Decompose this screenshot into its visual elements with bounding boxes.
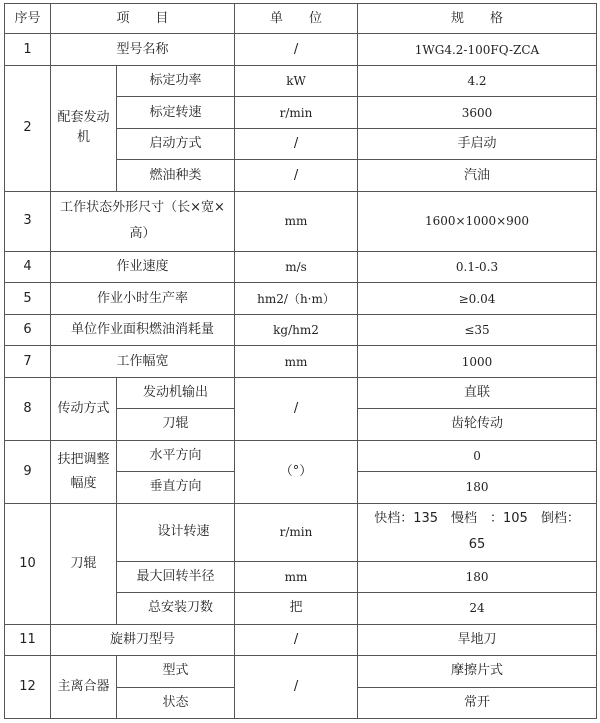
spec-value: 3600 [358,97,597,128]
sub-item-name: 燃油种类 [117,160,235,191]
spec-value: 常开 [358,687,597,718]
row-number: 11 [5,624,51,655]
item-name: 作业小时生产率 [51,283,235,314]
group-label: 主离合器 [51,656,117,719]
unit-value: / [235,656,358,719]
unit-value: r/min [235,503,358,561]
unit-value: r/min [235,97,358,128]
row-number: 6 [5,314,51,345]
table-row [5,283,597,314]
sub-item-name: 标定转速 [117,97,235,128]
table-row [5,314,597,345]
row-number: 7 [5,346,51,377]
row-number: 10 [5,503,51,624]
sub-item-name: 发动机输出 [117,377,235,408]
unit-value: 把 [235,593,358,624]
spec-value: 旱地刀 [358,624,597,655]
unit-value: / [235,160,358,191]
spec-value: 4.2 [358,65,597,96]
spec-value: 手启动 [358,128,597,159]
item-name: 工作状态外形尺寸（长×宽×高） [51,191,235,251]
row-number: 8 [5,377,51,440]
sub-item-name: 垂直方向 [117,472,235,503]
spec-value: 齿轮传动 [358,409,597,440]
table-row [5,251,597,282]
row-number: 4 [5,251,51,282]
row-number: 3 [5,191,51,251]
sub-item-name: 启动方式 [117,128,235,159]
header-row [5,4,597,34]
sub-item-name: 最大回转半径 [117,561,235,592]
header-seq: 序号 [5,4,51,34]
spec-value: 摩擦片式 [358,656,597,687]
unit-value: m/s [235,251,358,282]
unit-value: （°） [235,440,358,503]
item-name: 作业速度 [51,251,235,282]
unit-value: kg/hm2 [235,314,358,345]
unit-value: kW [235,65,358,96]
unit-value: / [235,128,358,159]
header-unit: 单 位 [235,4,358,34]
spec-value: ≤35 [358,314,597,345]
spec-table [4,3,597,719]
table-row [5,624,597,655]
spec-value: 0.1-0.3 [358,251,597,282]
group-label: 配套发动机 [51,65,117,191]
table-row [5,65,597,96]
table-row [5,346,597,377]
spec-value: 180 [358,472,597,503]
table-row [5,503,597,561]
unit-value: / [235,34,358,65]
unit-value: hm2/（h·m） [235,283,358,314]
spec-value: ≥0.04 [358,283,597,314]
table-row [5,656,597,687]
spec-value: 直联 [358,377,597,408]
spec-value: 180 [358,561,597,592]
item-name: 旋耕刀型号 [51,624,235,655]
table-row [5,440,597,471]
spec-value: 24 [358,593,597,624]
sub-item-name: 标定功率 [117,65,235,96]
unit-value: mm [235,191,358,251]
sub-item-name: 设计转速 [117,503,235,561]
sub-item-name: 水平方向 [117,440,235,471]
header-item: 项 目 [51,4,235,34]
spec-value: 1600×1000×900 [358,191,597,251]
sub-item-name: 刀辊 [117,409,235,440]
sub-item-name: 总安装刀数 [117,593,235,624]
item-name: 工作幅宽 [51,346,235,377]
row-number: 1 [5,34,51,65]
sub-item-name: 状态 [117,687,235,718]
group-label: 刀辊 [51,503,117,624]
group-label: 扶把调整幅度 [51,440,117,503]
spec-value: 1WG4.2-100FQ-ZCA [358,34,597,65]
spec-value: 0 [358,440,597,471]
unit-value: mm [235,346,358,377]
sub-item-name: 型式 [117,656,235,687]
unit-value: mm [235,561,358,592]
spec-value: 快档：135 慢档 ：105 倒档：65 [358,503,597,561]
table-row [5,34,597,65]
row-number: 12 [5,656,51,719]
spec-value: 汽油 [358,160,597,191]
row-number: 5 [5,283,51,314]
header-spec: 规 格 [358,4,597,34]
table-row [5,191,597,251]
table-row [5,377,597,408]
row-number: 9 [5,440,51,503]
spec-value: 1000 [358,346,597,377]
unit-value: / [235,377,358,440]
row-number: 2 [5,65,51,191]
item-name: 单位作业面积燃油消耗量 [51,314,235,345]
item-name: 型号名称 [51,34,235,65]
unit-value: / [235,624,358,655]
group-label: 传动方式 [51,377,117,440]
